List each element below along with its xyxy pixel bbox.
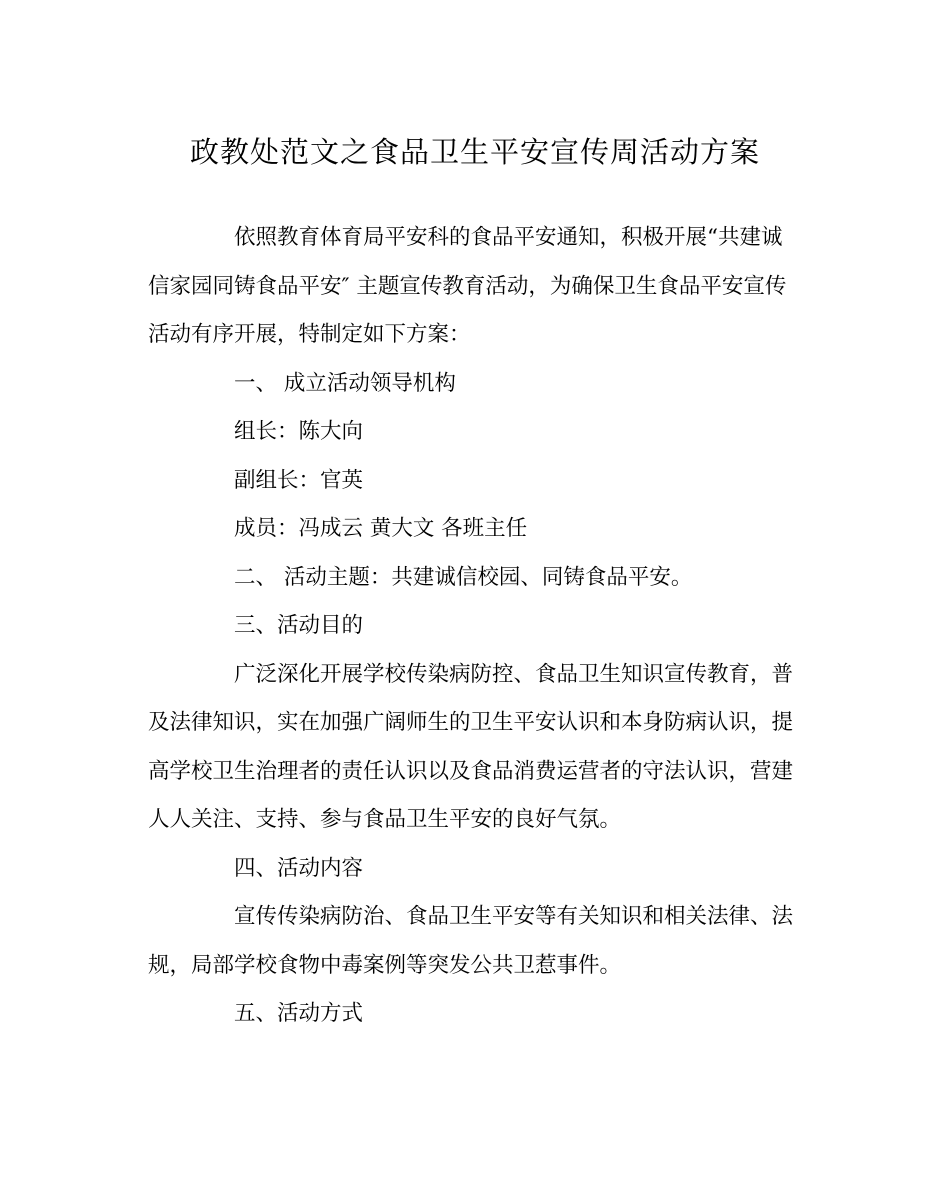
paragraph-line: 成员：冯成云 黄大文 各班主任 — [234, 516, 528, 541]
paragraph-line: 规，局部学校食物中毒案例等突发公共卫惹事件。 — [148, 952, 622, 978]
paragraph-line: 高学校卫生治理者的责任认识以及食品消费运营者的守法认识，营建 — [148, 758, 794, 784]
paragraph-line: 活动有序开展，特制定如下方案： — [148, 322, 471, 347]
paragraph-line: 广泛深化开展学校传染病防控、食品卫生知识宣传教育，普 — [234, 661, 794, 687]
paragraph-line: 依照教育体育局平安科的食品平安通知，积极开展“共建诚 — [234, 225, 783, 250]
paragraph-line: 信家园同铸食品平安″ 主题宣传教育活动，为确保卫生食品平安宣传 — [148, 273, 787, 299]
paragraph-line: 副组长：官英 — [234, 467, 364, 493]
section-heading: 一、 成立活动领导机构 — [234, 370, 456, 396]
document-body — [148, 214, 804, 1039]
document-title: 政教处范文之食品卫生平安宣传周活动方案 — [189, 135, 760, 169]
paragraph-line: 人人关注、支持、参与食品卫生平安的良好气氛。 — [148, 807, 622, 832]
section-heading: 三、活动目的 — [234, 613, 364, 638]
paragraph-line: 及法律知识，实在加强广阔师生的卫生平安认识和本身防病认识，提 — [148, 710, 794, 735]
paragraph-line: 宣传传染病防治、食品卫生平安等有关知识和相关法律、法 — [234, 904, 794, 929]
paragraph-line: 组长：陈大向 — [234, 419, 364, 444]
section-heading: 四、活动内容 — [234, 855, 364, 881]
section-heading: 五、活动方式 — [234, 1001, 364, 1026]
section-heading: 二、 活动主题：共建诚信校园、同铸食品平安。 — [234, 564, 693, 590]
